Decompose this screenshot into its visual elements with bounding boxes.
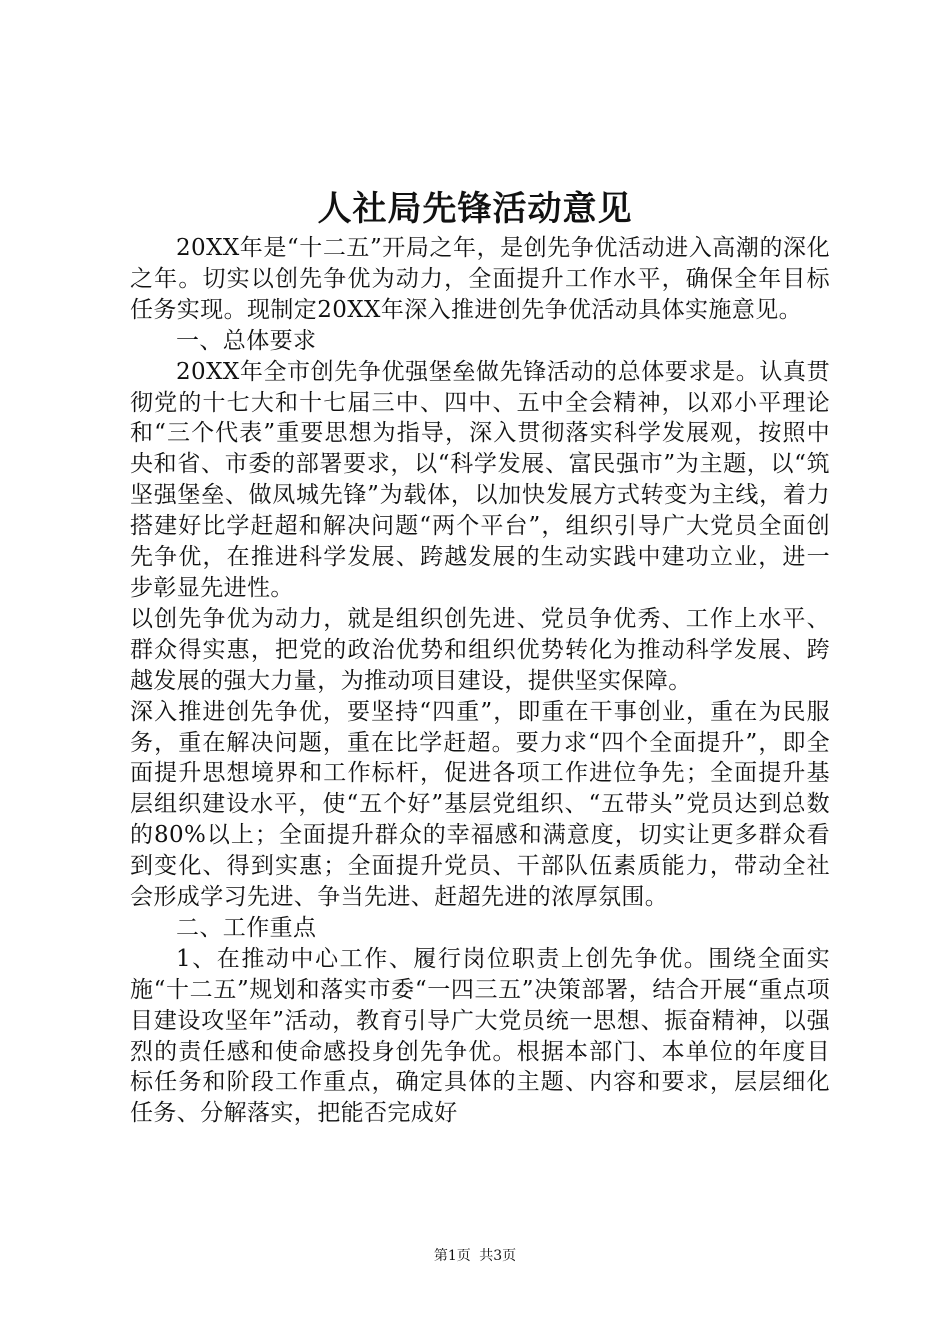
page-total: 共3页 [479,1248,517,1264]
paragraph-intro: 20XX年是“十二五”开局之年，是创先争优活动进入高潮的深化之年。切实以创先争优为动力，全面提升工作水平，确保全年目标任务实现。现制定20XX年深入推进创先争优活动具体实施意见。 [130,235,830,323]
document-body [130,233,830,1129]
page-footer [0,1246,950,1266]
paragraph-work-focus-1: 1、在推动中心工作、履行岗位职责上创先争优。围绕全面实施“十二五”规划和落实市委“一四三五”决策部署，结合开展“重点项目建设攻坚年”活动，教育引导广大党员统一思想、振奋精神，以强烈的责任感和使命感投身创先争优。根据本部门、本单位的年度目标任务和阶段工作重点，确定具体的主题、内容和要求，层层细化任务、分解落实，把能否完成好 [130,945,830,1127]
paragraph-four-emphases: 深入推进创先争优，要坚持“四重”，即重在干事创业，重在为民服务，重在解决问题，重在比学赶超。要力求“四个全面提升”，即全面提升思想境界和工作标杆，促进各项工作进位争先；全面提升基层组织建设水平，使“五个好”基层党组织、“五带头”党员达到总数的80%以上；全面提升群众的幸福感和满意度，切实让更多群众看到变化、得到实惠；全面提升党员、干部队伍素质能力，带动全社会形成学习先进、争当先进、赶超先进的浓厚氛围。 [130,698,830,911]
page-title: 人社局先锋活动意见 [317,189,633,229]
page-number: 第1页 [433,1248,471,1264]
paragraph-general-requirements: 20XX年全市创先争优强堡垒做先锋活动的总体要求是。认真贯彻党的十七大和十七届三中、四中、五中全会精神，以邓小平理论和“三个代表”重要思想为指导，深入贯彻落实科学发展观，按照中央和省、市委的部署要求，以“科学发展、富民强市”为主题，以“筑坚强堡垒、做凤城先锋”为载体，以加快发展方式转变为主线，着力搭建好比学赶超和解决问题“两个平台”，组织引导广大党员全面创先争优，在推进科学发展、跨越发展的生动实践中建功立业，进一步彰显先进性。 [130,358,830,601]
section-heading-work-focus: 二、工作重点 [176,914,317,941]
section-heading-general-requirements: 一、总体要求 [176,327,317,354]
paragraph-motivation: 以创先争优为动力，就是组织创先进、党员争优秀、工作上水平、群众得实惠，把党的政治优势和组织优势转化为推动科学发展、跨越发展的强大力量，为推动项目建设，提供坚实保障。 [130,605,830,694]
